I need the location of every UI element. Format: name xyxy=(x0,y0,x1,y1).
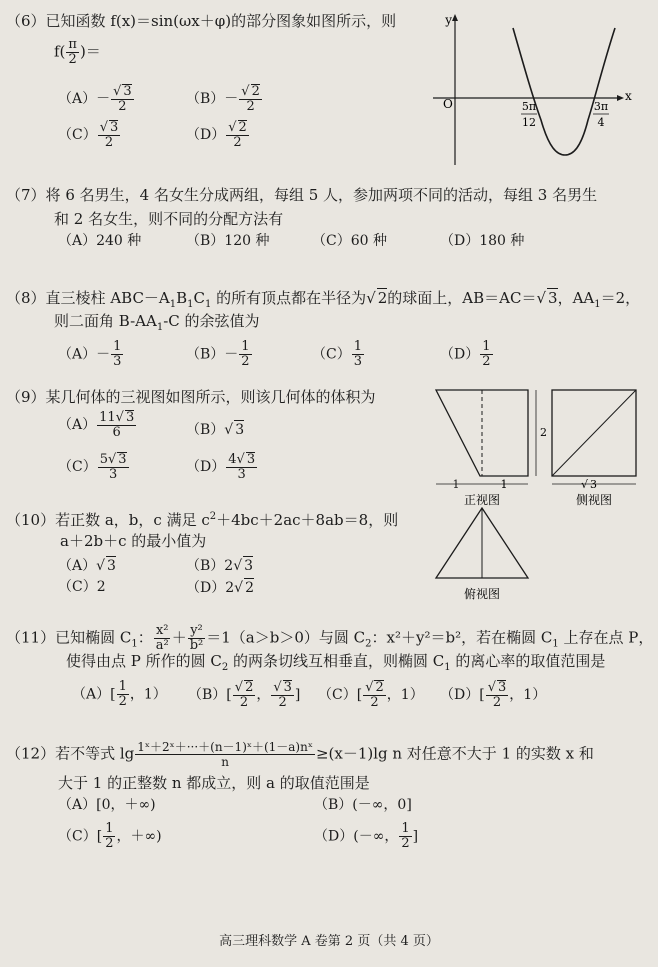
q6-sine-graph xyxy=(425,10,635,170)
q10-option-d: （D）2√ 2 xyxy=(186,578,254,597)
q7-option-c: （C）60 种 xyxy=(312,233,387,249)
dim-height: 2 xyxy=(540,426,547,439)
y-arrow-icon xyxy=(452,14,458,21)
x-arrow-icon xyxy=(617,95,624,101)
top-view-label: 俯视图 xyxy=(463,587,501,601)
q6-expression: f( $\frac{\pi}{2}$ )＝ xyxy=(54,37,101,67)
side-view-label: 侧视图 xyxy=(575,493,613,507)
dim-one-b: 1 xyxy=(500,478,508,491)
q10-line1: （10）若正数 a，b，c 满足 $c^2+4bc+2ac+8ab=8$，则 xyxy=(6,511,399,529)
q12-line1: （12）若不等式 lg $\frac{\text{1ˣ＋2ˣ＋···＋(n－1)ˣ＋(1－a)nˣ}}{n}$ ≥(x－1)lg n 对任意不大于 1 的实数 x 和 xyxy=(6,740,594,769)
x-label: x xyxy=(625,89,632,103)
q9-three-view-figure xyxy=(428,384,656,604)
q8-option-d: （D） $\frac{1}{2}$ xyxy=(440,339,491,369)
q9-option-a: （A） $\frac{11√ 3}{6}$ xyxy=(58,410,137,440)
tick2-den: 4 xyxy=(597,116,605,129)
q11-line2: 使得由点 P 所作的圆 $C_2$ 的两条切线互相垂直，则椭圆 $C_1$ 的离心率的取值范围是 xyxy=(66,652,606,673)
page-footer: 高三理科数学 A 卷第 2 页（共 4 页） xyxy=(219,934,439,949)
q7-option-b: （B）120 种 xyxy=(186,233,270,249)
origin-label: O xyxy=(443,97,453,111)
front-view-label: 正视图 xyxy=(463,493,501,507)
q7-line1: （7）将 6 名男生，4 名女生分成两组，每组 5 人，参加两项不同的活动，每组 3 名男生 xyxy=(6,186,598,204)
q6-stem: （6）已知函数 f(x)＝sin(ωx＋φ)的部分图象如图所示，则 xyxy=(6,12,397,30)
dim-one-a: 1 xyxy=(452,478,460,491)
q11-option-d: （D）[ √ $\frac{3}{2}$ ，1） xyxy=(440,680,546,710)
side-view-diagonal xyxy=(552,390,636,476)
q9-option-b: （B）√ 3 xyxy=(186,420,244,439)
y-label: y xyxy=(445,13,452,27)
q11-line1: （11）已知椭圆 $C_1$： $\frac{\text{x²}}{\text{a²}}$ ＋ $\frac{\text{y²}}{\text{b²}}$ ＝1（a＞b＞0）与圆 $C_2$：x²＋y²＝b²，若在椭圆 $C_1$ 上存在点 P， xyxy=(6,623,654,653)
q11-option-b: （B）[ √ $\frac{2}{2}$ ， √ $\frac{3}{2}$ ] xyxy=(188,680,300,710)
q8-option-a: （A）－ $\frac{1}{3}$ xyxy=(58,339,122,369)
q11-option-c: （C）[ √ $\frac{2}{2}$ ，1） xyxy=(318,680,424,710)
q12-line2: 大于 1 的正整数 n 都成立，则 a 的取值范围是 xyxy=(58,774,370,792)
q12-option-a: （A）[0，＋∞) xyxy=(58,797,156,813)
q9-option-c: （C） $\frac{5√ 3}{3}$ xyxy=(58,452,130,482)
q8-line1: （8）直三棱柱 $ABC-A_1B_1C_1$ 的所有顶点都在半径为√ 2的球面上，AB＝AC＝√ 3，$AA_1=2$， xyxy=(6,288,640,314)
q6-option-b: （B）－ √ $\frac{2}{2}$ xyxy=(186,84,263,114)
q11-option-a: （A）[ $\frac{1}{2}$ ，1） xyxy=(72,679,167,709)
q6-option-a: （A）－ √ $\frac{3}{2}$ xyxy=(58,84,135,114)
q7-line2: 和 2 名女生，则不同的分配方法有 xyxy=(54,210,284,228)
sine-curve xyxy=(513,28,615,155)
q6-option-d: （D） √ $\frac{2}{2}$ xyxy=(186,120,250,150)
q9-stem: （9）某几何体的三视图如图所示，则该几何体的体积为 xyxy=(6,388,376,406)
q10-option-a: （A）√ 3 xyxy=(58,556,116,575)
q9-option-d: （D） $\frac{4√ 3}{3}$ xyxy=(186,452,258,482)
tick2-num: 3π xyxy=(593,100,609,113)
svg-text:√: √ xyxy=(580,478,588,491)
q10-option-b: （B）2√ 3 xyxy=(186,556,253,575)
q6-option-c: （C） √ $\frac{3}{2}$ xyxy=(58,120,121,150)
q7-option-d: （D）180 种 xyxy=(440,233,525,249)
q7-option-a: （A）240 种 xyxy=(58,233,142,249)
tick1-den: 12 xyxy=(522,116,536,129)
tick1-num: 5π xyxy=(521,100,537,113)
q10-line2: a＋2b＋c 的最小值为 xyxy=(60,532,207,550)
q12-option-b: （B）(－∞，0] xyxy=(314,797,412,813)
q10-option-c: （C）2 xyxy=(58,579,106,595)
q8-line2: 则二面角 $B-AA_1-C$ 的余弦值为 xyxy=(54,312,260,333)
q12-option-d: （D）(－∞， $\frac{1}{2}$ ] xyxy=(314,821,419,851)
q8-option-b: （B）－ $\frac{1}{2}$ xyxy=(186,339,250,369)
q12-option-c: （C）[ $\frac{1}{2}$ ，＋∞) xyxy=(58,821,162,851)
q8-option-c: （C） $\frac{1}{3}$ xyxy=(312,339,362,369)
dim-sqrt3: 3 xyxy=(590,478,597,491)
